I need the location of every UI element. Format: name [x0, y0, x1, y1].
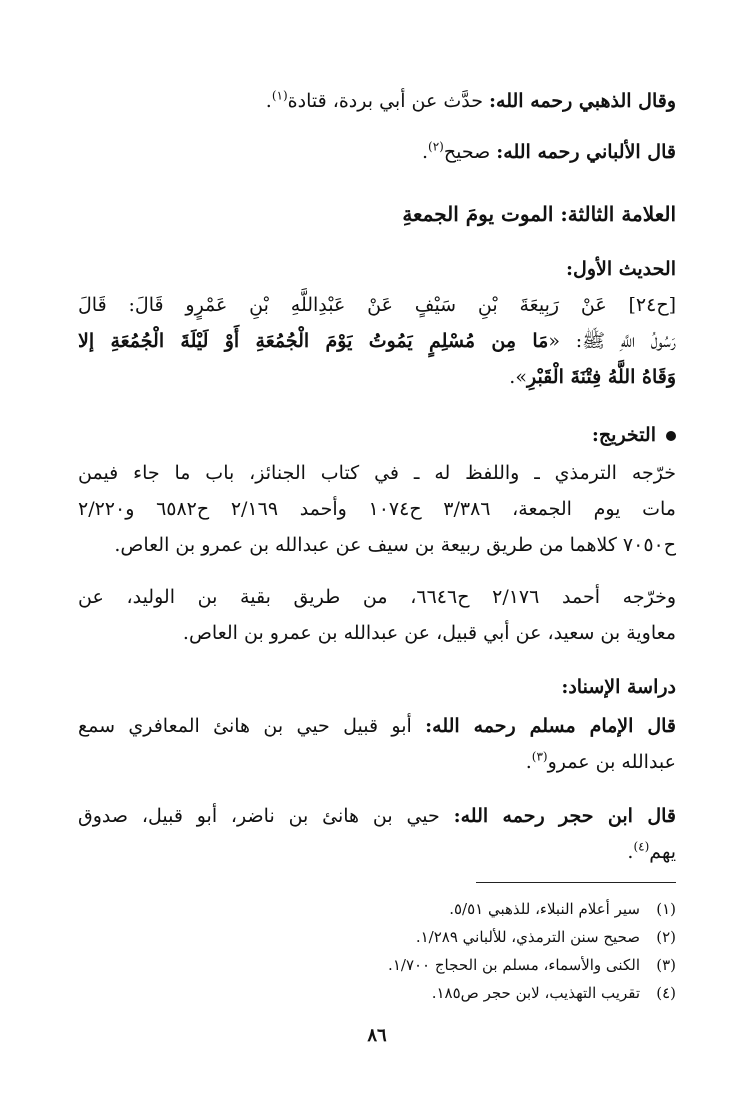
isnad-line-2 [78, 747, 676, 777]
footnote-ref-3[interactable]: (٣) [531, 749, 548, 764]
albani-quote-line [78, 137, 676, 167]
muslim-label: قال الإمام مسلم رحمه الله: [425, 715, 676, 737]
takhrij-heading [78, 420, 676, 450]
footnote-text: سير أعلام النبلاء، للذهبي ٥/٥١. [449, 900, 640, 918]
takhrij-heading-text: التخريج: [591, 424, 656, 446]
isnad-line-3 [78, 801, 676, 831]
footnote-text: صحيح سنن الترمذي، للألباني ١/٢٨٩. [415, 928, 640, 946]
subheading-first-hadith: الحديث الأول: [566, 258, 676, 280]
isnad-line-1 [78, 711, 676, 741]
isnad-heading: دراسة الإسناد: [561, 676, 676, 698]
footnote-separator [476, 882, 676, 883]
punct: . [627, 841, 634, 863]
dhahabi-text: حدَّث عن أبي بردة، قتادة [287, 90, 490, 112]
punct: . [265, 90, 272, 112]
hadith-text: مَا مِن مُسْلِمٍ يَمُوتُ يَوْمَ الْجُمُعَةِ أَوْ لَيْلَةَ الْجُمُعَةِ إلا [78, 330, 549, 352]
footnote-2 [78, 926, 676, 948]
ibn-hajar-text: حيي بن هانئ بن ناضر، أبو قبيل، صدوق [78, 805, 454, 827]
muslim-text: أبو قبيل حيي بن هانئ المعافري سمع [78, 715, 426, 737]
punct: . [525, 751, 532, 773]
takhrij-line-5: معاوية بن سعيد، عن أبي قبيل، عن عبدالله بن عمرو بن العاص. [182, 622, 676, 644]
takhrij-line-4: وخرّجه أحمد ٢/١٧٦ ح٦٦٤٦، من طريق بقية بن الوليد، عن [78, 586, 676, 608]
isnad-line-4 [78, 837, 676, 867]
punct: ». [509, 366, 527, 388]
footnote-number: (٣) [656, 956, 676, 974]
footnote-ref-1[interactable]: (١) [271, 88, 288, 103]
hadith-line-3 [78, 362, 676, 392]
footnote-text: الكنى والأسماء، مسلم بن الحجاج ١/٧٠٠. [388, 956, 640, 974]
footnote-ref-4[interactable]: (٤) [633, 839, 650, 854]
footnote-1 [78, 898, 676, 920]
albani-label: قال الألباني رحمه الله: [496, 141, 676, 163]
hadith-line-2 [78, 326, 676, 356]
footnote-number: (١) [656, 900, 676, 918]
takhrij-line-2: مات يوم الجمعة، ٣/٣٨٦ ح١٠٧٤ وأحمد ٢/١٦٩ ح٦٥٨٢ و٢/٢٢٠ [78, 498, 676, 520]
dhahabi-quote-line [78, 86, 676, 116]
isnad-line-4-text: يهم [649, 841, 676, 863]
bullet-icon [666, 431, 676, 441]
footnote-text: تقريب التهذيب، لابن حجر ص١٨٥. [431, 984, 640, 1002]
albani-text: صحيح [443, 141, 497, 163]
takhrij-line-1: خرّجه الترمذي ـ واللفظ له ـ في كتاب الجنائز، باب ما جاء فيمن [78, 462, 676, 484]
hadith-line-1: [ح٢٤] عَنْ رَبِيعَةَ بْنِ سَيْفٍ عَنْ عَبْدِاللَّهِ بْنِ عَمْرٍو قَالَ: قَالَ [78, 294, 676, 316]
footnote-3 [78, 954, 676, 976]
document-page [78, 0, 676, 1096]
punct: . [421, 141, 428, 163]
footnote-number: (٢) [656, 928, 676, 946]
footnote-ref-2[interactable]: (٢) [428, 139, 444, 154]
page-number: ٨٦ [367, 1025, 387, 1046]
footnote-number: (٤) [656, 984, 676, 1002]
hadith-text-end: وَقَاهُ اللَّهُ فِتْنَةَ الْقَبْرِ [526, 366, 676, 388]
section-heading-third-sign: العلامة الثالثة: الموت يومَ الجمعةِ [402, 202, 676, 226]
footnote-4 [78, 982, 676, 1004]
takhrij-line-3: ح٧٠٥٠ كلاهما من طريق ربيعة بن سيف عن عبدالله بن عمرو بن العاص. [114, 534, 676, 556]
isnad-line-2-text: عبدالله بن عمرو [547, 751, 676, 773]
ibn-hajar-label: قال ابن حجر رحمه الله: [453, 805, 677, 827]
dhahabi-label: وقال الذهبي رحمه الله: [489, 90, 676, 112]
hadith-narrator: رَسُولُ اللَّهِ ﷺ: « [548, 330, 676, 352]
